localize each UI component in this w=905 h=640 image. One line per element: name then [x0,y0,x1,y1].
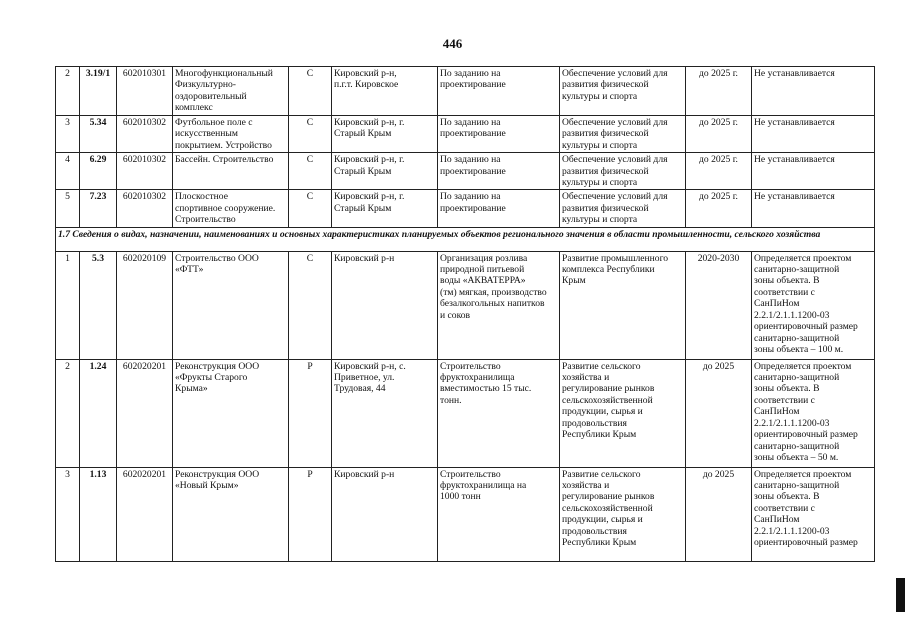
oktmo-code: 602010302 [117,153,173,190]
oktmo-code: 602020201 [117,359,173,467]
object-term: до 2025 г. [686,153,752,190]
table-row [56,153,875,190]
object-type: Р [289,467,332,561]
object-location: Кировский р-н [332,251,438,359]
object-name: Строительство ООО «ФТТ» [173,251,289,359]
oktmo-code: 602020201 [117,467,173,561]
object-purpose: Обеспечение условий для развития физической культуры и спорта [560,116,686,153]
object-purpose: Обеспечение условий для развития физической культуры и спорта [560,153,686,190]
object-basis: По заданию на проектирование [438,153,560,190]
object-type: С [289,153,332,190]
object-location: Кировский р-н, г. Старый Крым [332,116,438,153]
object-zone: Не устанавливается [752,116,875,153]
oktmo-code: 602010302 [117,190,173,227]
row-number: 4 [56,153,80,190]
object-name: Многофункциональный Физкультурно- оздоровительный комплекс [173,67,289,116]
object-purpose: Обеспечение условий для развития физической культуры и спорта [560,190,686,227]
object-term: до 2025 [686,359,752,467]
row-number: 2 [56,359,80,467]
section-heading: 1.7 Сведения о видах, назначении, наименованиях и основных характеристиках планируемых объектов регионального значения в области промышленности, сельского хозяйства [56,227,875,251]
object-term: до 2025 [686,467,752,561]
object-zone: Не устанавливается [752,153,875,190]
object-code: 3.19/1 [80,67,117,116]
oktmo-code: 602020109 [117,251,173,359]
scan-edge-mark [896,578,905,612]
table-row [56,67,875,116]
page-number: 446 [442,36,463,51]
object-location: Кировский р-н [332,467,438,561]
object-basis: Строительство фруктохранилища вместимостью 15 тыс. тонн. [438,359,560,467]
object-code: 5.3 [80,251,117,359]
object-name: Плоскостное спортивное сооружение. Строительство [173,190,289,227]
object-basis: По заданию на проектирование [438,190,560,227]
row-number: 1 [56,251,80,359]
object-purpose: Развитие промышленного комплекса Республики Крым [560,251,686,359]
object-location: Кировский р-н, г. Старый Крым [332,190,438,227]
objects-table [55,66,875,562]
object-term: до 2025 г. [686,116,752,153]
row-number: 3 [56,116,80,153]
object-code: 5.34 [80,116,117,153]
object-name: Реконструкция ООО «Новый Крым» [173,467,289,561]
table-row [56,251,875,359]
object-zone: Не устанавливается [752,67,875,116]
object-name: Реконструкция ООО «Фрукты Старого Крыма» [173,359,289,467]
row-number: 2 [56,67,80,116]
object-type: С [289,190,332,227]
object-zone: Определяется проектом санитарно-защитной зоны объекта. В соответствии с СанПиНом 2.2.1/2.1.1.1200-03 ориентировочный размер санитарно-защитной зоны объекта – 100 м. [752,251,875,359]
object-basis: Организация розлива природной питьевой воды «АКВАТЕРРА» (тм) мягкая, производство безалкогольных напитков и соков [438,251,560,359]
oktmo-code: 602010301 [117,67,173,116]
object-code: 6.29 [80,153,117,190]
section-row [56,227,875,251]
object-location: Кировский р-н, г. Старый Крым [332,153,438,190]
object-type: С [289,67,332,116]
object-zone: Определяется проектом санитарно-защитной зоны объекта. В соответствии с СанПиНом 2.2.1/2.1.1.1200-03 ориентировочный размер санитарно-защитной зоны объекта – 50 м. [752,359,875,467]
table-row [56,359,875,467]
row-number: 5 [56,190,80,227]
oktmo-code: 602010302 [117,116,173,153]
object-code: 1.13 [80,467,117,561]
table-row [56,116,875,153]
object-basis: По заданию на проектирование [438,67,560,116]
object-zone: Определяется проектом санитарно-защитной зоны объекта. В соответствии с СанПиНом 2.2.1/2.1.1.1200-03 ориентировочный размер [752,467,875,561]
object-name: Бассейн. Строительство [173,153,289,190]
object-type: С [289,251,332,359]
object-purpose: Развитие сельского хозяйства и регулирование рынков сельскохозяйственной продукции, сырья и продовольствия Республики Крым [560,359,686,467]
object-basis: Строительство фруктохранилища на 1000 тонн [438,467,560,561]
table-row [56,190,875,227]
object-type: Р [289,359,332,467]
object-term: до 2025 г. [686,67,752,116]
object-zone: Не устанавливается [752,190,875,227]
object-purpose: Развитие сельского хозяйства и регулирование рынков сельскохозяйственной продукции, сырья и продовольствия Республики Крым [560,467,686,561]
object-location: Кировский р-н, п.г.т. Кировское [332,67,438,116]
object-basis: По заданию на проектирование [438,116,560,153]
object-purpose: Обеспечение условий для развития физической культуры и спорта [560,67,686,116]
object-location: Кировский р-н, с. Приветное, ул. Трудовая, 44 [332,359,438,467]
row-number: 3 [56,467,80,561]
object-code: 7.23 [80,190,117,227]
object-term: до 2025 г. [686,190,752,227]
object-type: С [289,116,332,153]
object-term: 2020-2030 [686,251,752,359]
object-code: 1.24 [80,359,117,467]
table-row [56,467,875,561]
object-name: Футбольное поле с искусственным покрытием. Устройство [173,116,289,153]
